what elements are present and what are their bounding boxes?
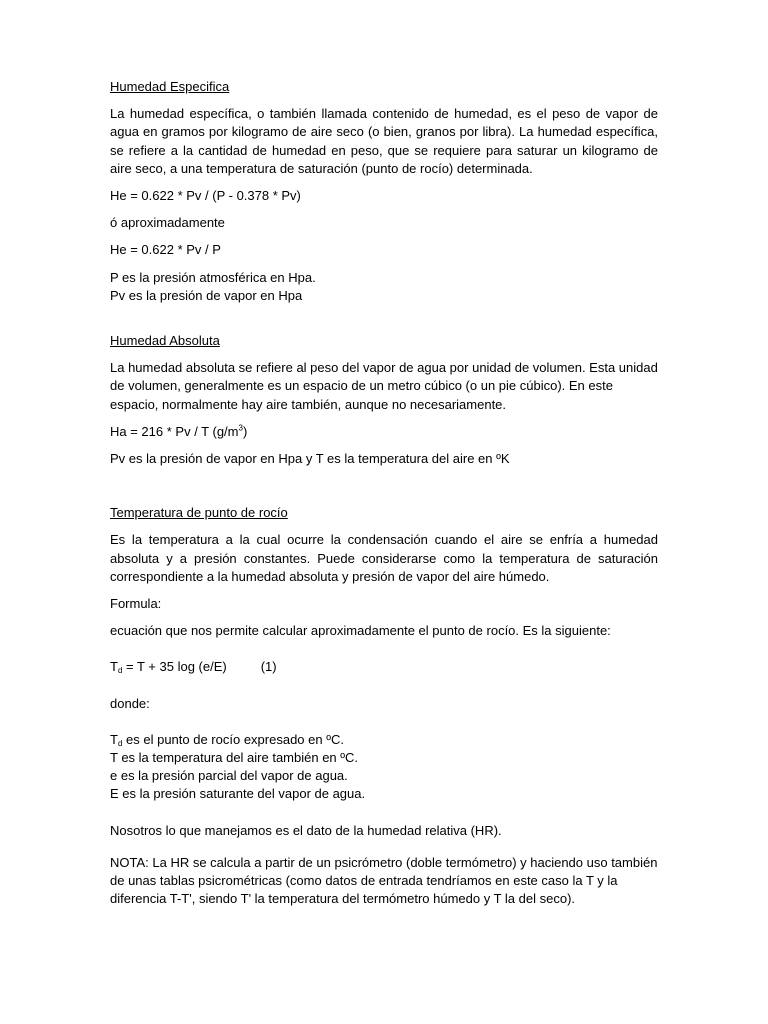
- definition-ha: Pv es la presión de vapor en Hpa y T es la temperatura del aire en ºK: [110, 451, 510, 467]
- definition-td-rest: es el punto de rocío expresado en ºC.: [122, 731, 344, 747]
- formula-he-approx: He = 0.622 * Pv / P: [110, 242, 221, 258]
- formula-label: Formula:: [110, 596, 162, 612]
- definitions-td: [110, 731, 658, 804]
- heading-humedad-absoluta: Humedad Absoluta: [110, 333, 220, 349]
- approx-label: ó aproximadamente: [110, 215, 225, 231]
- section-spacer: [110, 305, 658, 332]
- definition-td: [110, 731, 658, 749]
- nota-paragraph: NOTA: La HR se calcula a partir de un psicrómetro (doble termómetro) y haciendo uso también de unas tablas psicrométricas (como datos de entrada tendríamos en este caso la T y la diferencia T-T', siendo T' la temperatura del termómetro húmedo y T la del seco).: [110, 854, 658, 907]
- formula-ha-main: Ha = 216 * Pv / T (g/m: [110, 423, 239, 439]
- paragraph-humedad-especifica: La humedad específica, o también llamada contenido de humedad, es el peso de vapor de agua en gramos por kilogramo de aire seco (o bien, granos por libra). La humedad específica, se refiere a la cantidad de humedad en peso, que se requiere para saturar un kilogramo de aire seco, a una temperatura de saturación (punto de rocío) determinada.: [110, 106, 658, 176]
- paragraph-punto-de-rocio: Es la temperatura a la cual ocurre la condensación cuando el aire se enfría a humedad absoluta y a presión constantes. Puede considerarse como la temperatura de saturación correspondiente a la humedad absoluta y presión de vapor del aire húmedo.: [110, 532, 658, 584]
- formula-td: [110, 658, 658, 676]
- definition-p: P es la presión atmosférica en Hpa.: [110, 269, 316, 285]
- definition-pv: Pv es la presión de vapor en Hpa: [110, 287, 303, 303]
- heading-punto-de-rocio: Temperatura de punto de rocío: [110, 505, 288, 521]
- formula-ha-superscript: 3: [238, 423, 243, 433]
- formula-td-base: T: [110, 659, 118, 675]
- document-page: [110, 78, 658, 918]
- formula-ha: [110, 423, 658, 441]
- definition-E: E es la presión saturante del vapor de agua.: [110, 786, 366, 802]
- formula-he-exact: He = 0.622 * Pv / (P - 0.378 * Pv): [110, 188, 301, 204]
- paragraph-humedad-absoluta: La humedad absoluta se refiere al peso del vapor de agua por unidad de volumen. Esta unidad de volumen, generalmente es un espacio de un metro cúbico (o un pie cúbico). En este espacio, normalmente hay aire también, aunque no necesariamente.: [110, 360, 658, 412]
- hr-note: Nosotros lo que manejamos es el dato de la humedad relativa (HR).: [110, 822, 502, 838]
- definition-e: e es la presión parcial del vapor de agua.: [110, 768, 348, 784]
- formula-number: (1): [260, 659, 277, 675]
- definitions-he: [110, 269, 658, 305]
- definition-t: T es la temperatura del aire también en ºC.: [110, 750, 359, 766]
- formula-td-rest: = T + 35 log (e/E): [122, 659, 227, 675]
- definition-td-base: T: [110, 731, 118, 747]
- section-spacer: [110, 477, 658, 504]
- heading-humedad-especifica: Humedad Especifica: [110, 79, 230, 94]
- formula-td-subscript: d: [117, 666, 123, 676]
- formula-intro: ecuación que nos permite calcular aproximadamente el punto de rocío. Es la siguiente:: [110, 623, 611, 639]
- definition-td-subscript: d: [117, 738, 123, 748]
- donde-label: donde:: [110, 695, 150, 711]
- formula-ha-end: ): [242, 423, 248, 439]
